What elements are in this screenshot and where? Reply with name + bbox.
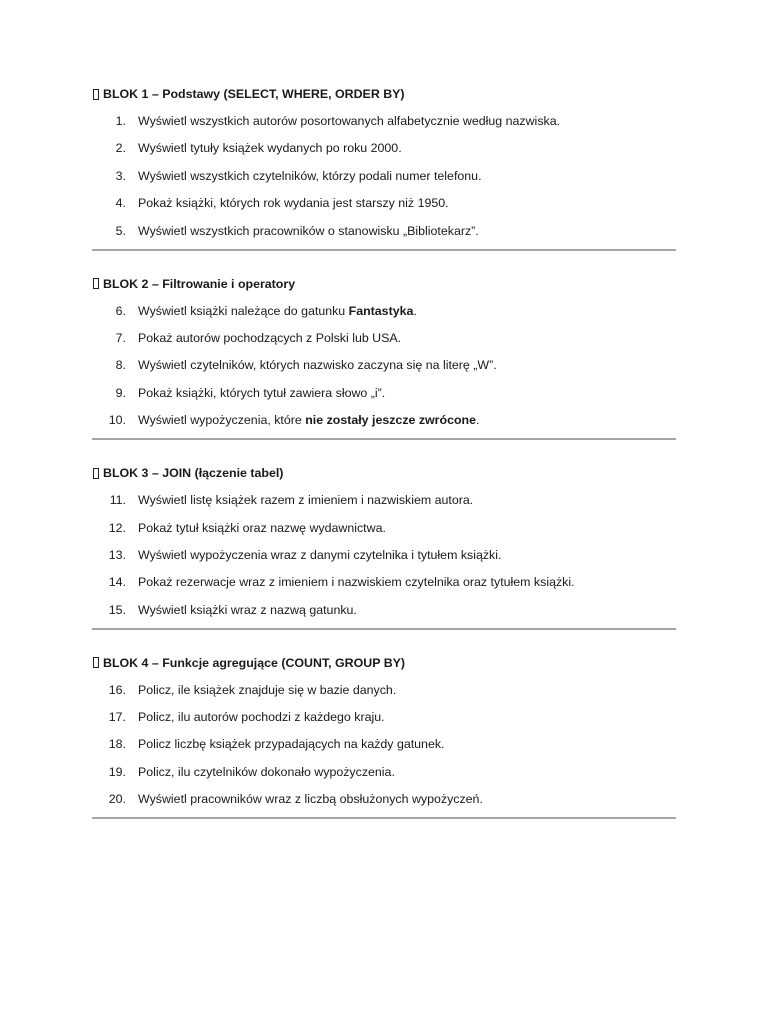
task-text-segment: Policz, ile książek znajduje się w bazie danych. <box>138 682 397 697</box>
task-number: 19. <box>108 764 126 779</box>
task-item <box>92 222 676 240</box>
task-list <box>92 491 676 619</box>
task-text-segment: Pokaż rezerwacje wraz z imieniem i nazwiskiem czytelnika oraz tytułem książki. <box>138 575 575 590</box>
task-item <box>92 708 676 726</box>
task-text <box>138 548 501 562</box>
section-divider <box>92 628 676 630</box>
section-divider <box>92 438 676 440</box>
block-1 <box>92 85 676 251</box>
block-heading-text: BLOK 4 – Funkcje agregujące (COUNT, GROUP BY) <box>103 655 406 670</box>
task-item <box>92 735 676 753</box>
task-number: 15. <box>108 602 126 617</box>
task-number: 5. <box>115 223 126 238</box>
task-text <box>138 141 402 155</box>
task-text <box>138 765 395 779</box>
task-item <box>92 139 676 157</box>
task-text <box>138 413 479 427</box>
task-item <box>92 491 676 509</box>
task-number: 4. <box>115 196 126 211</box>
task-item <box>92 356 676 374</box>
task-item <box>92 329 676 347</box>
task-text-segment: Wyświetl wszystkich pracowników o stanowisku „Bibliotekarz”. <box>138 223 479 238</box>
missing-glyph-box-icon <box>93 278 99 289</box>
task-text-segment: Wyświetl wypożyczenia wraz z danymi czytelnika i tytułem książki. <box>138 547 502 562</box>
block-heading-text: BLOK 1 – Podstawy (SELECT, WHERE, ORDER BY) <box>103 87 405 101</box>
task-list <box>92 681 676 809</box>
task-item <box>92 519 676 537</box>
task-item <box>92 601 676 619</box>
block-4 <box>92 654 676 820</box>
task-text <box>138 683 396 697</box>
task-text-segment: Wyświetl tytuły książek wydanych po roku 2000. <box>138 141 402 156</box>
block-heading-text: BLOK 3 – JOIN (łączenie tabel) <box>103 466 284 481</box>
document-page <box>92 85 676 843</box>
task-text <box>138 358 497 372</box>
task-item <box>92 546 676 564</box>
task-item <box>92 681 676 699</box>
task-text <box>138 737 444 751</box>
missing-glyph-box-icon <box>93 657 99 668</box>
task-item <box>92 790 676 808</box>
task-text <box>138 575 575 589</box>
task-text-segment: Pokaż książki, których tytuł zawiera słowo „i”. <box>138 385 386 400</box>
task-text-emphasis: nie zostały jeszcze zwrócone <box>305 413 476 428</box>
task-number: 12. <box>108 520 126 535</box>
block-heading <box>92 464 676 482</box>
missing-glyph-box-icon <box>93 89 99 100</box>
task-text <box>138 521 386 535</box>
task-number: 13. <box>108 547 126 562</box>
task-text <box>138 792 483 806</box>
task-list <box>92 112 676 240</box>
task-number: 8. <box>115 358 126 373</box>
task-text <box>138 493 473 507</box>
task-item <box>92 167 676 185</box>
block-heading <box>92 654 676 672</box>
task-list <box>92 302 676 430</box>
task-text-emphasis: Fantastyka <box>348 303 414 318</box>
task-text <box>138 196 449 210</box>
task-text-segment: Pokaż autorów pochodzących z Polski lub USA. <box>138 330 402 345</box>
task-item <box>92 112 676 130</box>
task-number: 2. <box>115 141 126 156</box>
task-text <box>138 304 417 318</box>
task-number: 16. <box>108 682 126 697</box>
block-3 <box>92 464 676 630</box>
task-number: 11. <box>109 493 126 508</box>
task-text <box>138 603 357 617</box>
task-number: 3. <box>115 168 126 183</box>
task-text-segment: . <box>476 413 480 428</box>
task-number: 1. <box>115 114 126 128</box>
task-item <box>92 384 676 402</box>
task-text-segment: Wyświetl książki wraz z nazwą gatunku. <box>138 602 357 617</box>
task-text <box>138 331 401 345</box>
task-number: 20. <box>108 792 126 807</box>
task-item <box>92 763 676 781</box>
task-item <box>92 573 676 591</box>
task-number: 10. <box>108 413 126 428</box>
block-heading-text: BLOK 2 – Filtrowanie i operatory <box>103 276 296 291</box>
task-text-segment: Policz, ilu autorów pochodzi z każdego kraju. <box>138 710 385 725</box>
task-text <box>138 169 482 183</box>
task-text-segment: Pokaż książki, których rok wydania jest starszy niż 1950. <box>138 196 449 211</box>
task-item <box>92 194 676 212</box>
task-text-segment: Wyświetl listę książek razem z imieniem i nazwiskiem autora. <box>138 493 474 508</box>
task-text-segment: Pokaż tytuł książki oraz nazwę wydawnictwa. <box>138 520 386 535</box>
task-number: 9. <box>115 385 126 400</box>
task-number: 14. <box>108 575 126 590</box>
task-item <box>92 411 676 429</box>
section-divider <box>92 249 676 251</box>
task-text <box>138 114 560 128</box>
task-text-segment: Wyświetl wszystkich czytelników, którzy podali numer telefonu. <box>138 168 482 183</box>
task-text <box>138 386 385 400</box>
section-divider <box>92 817 676 819</box>
task-number: 6. <box>115 303 126 318</box>
task-text-segment: . <box>413 303 417 318</box>
task-text-segment: Policz, ilu czytelników dokonało wypożyczenia. <box>138 764 395 779</box>
task-number: 18. <box>108 737 126 752</box>
task-number: 17. <box>108 710 126 725</box>
task-text-segment: Wyświetl wszystkich autorów posortowanych alfabetycznie według nazwiska. <box>138 114 561 128</box>
task-text-segment: Policz liczbę książek przypadających na każdy gatunek. <box>138 737 445 752</box>
task-number: 7. <box>115 330 126 345</box>
block-heading <box>92 275 676 293</box>
block-heading <box>92 85 676 103</box>
task-text <box>138 224 479 238</box>
task-text-segment: Wyświetl czytelników, których nazwisko zaczyna się na literę „W”. <box>138 358 497 373</box>
task-text-segment: Wyświetl pracowników wraz z liczbą obsłużonych wypożyczeń. <box>138 792 483 807</box>
task-text <box>138 710 385 724</box>
task-text-segment: Wyświetl książki należące do gatunku <box>138 303 349 318</box>
task-text-segment: Wyświetl wypożyczenia, które <box>138 413 306 428</box>
task-item <box>92 302 676 320</box>
block-2 <box>92 275 676 441</box>
missing-glyph-box-icon <box>93 468 99 479</box>
